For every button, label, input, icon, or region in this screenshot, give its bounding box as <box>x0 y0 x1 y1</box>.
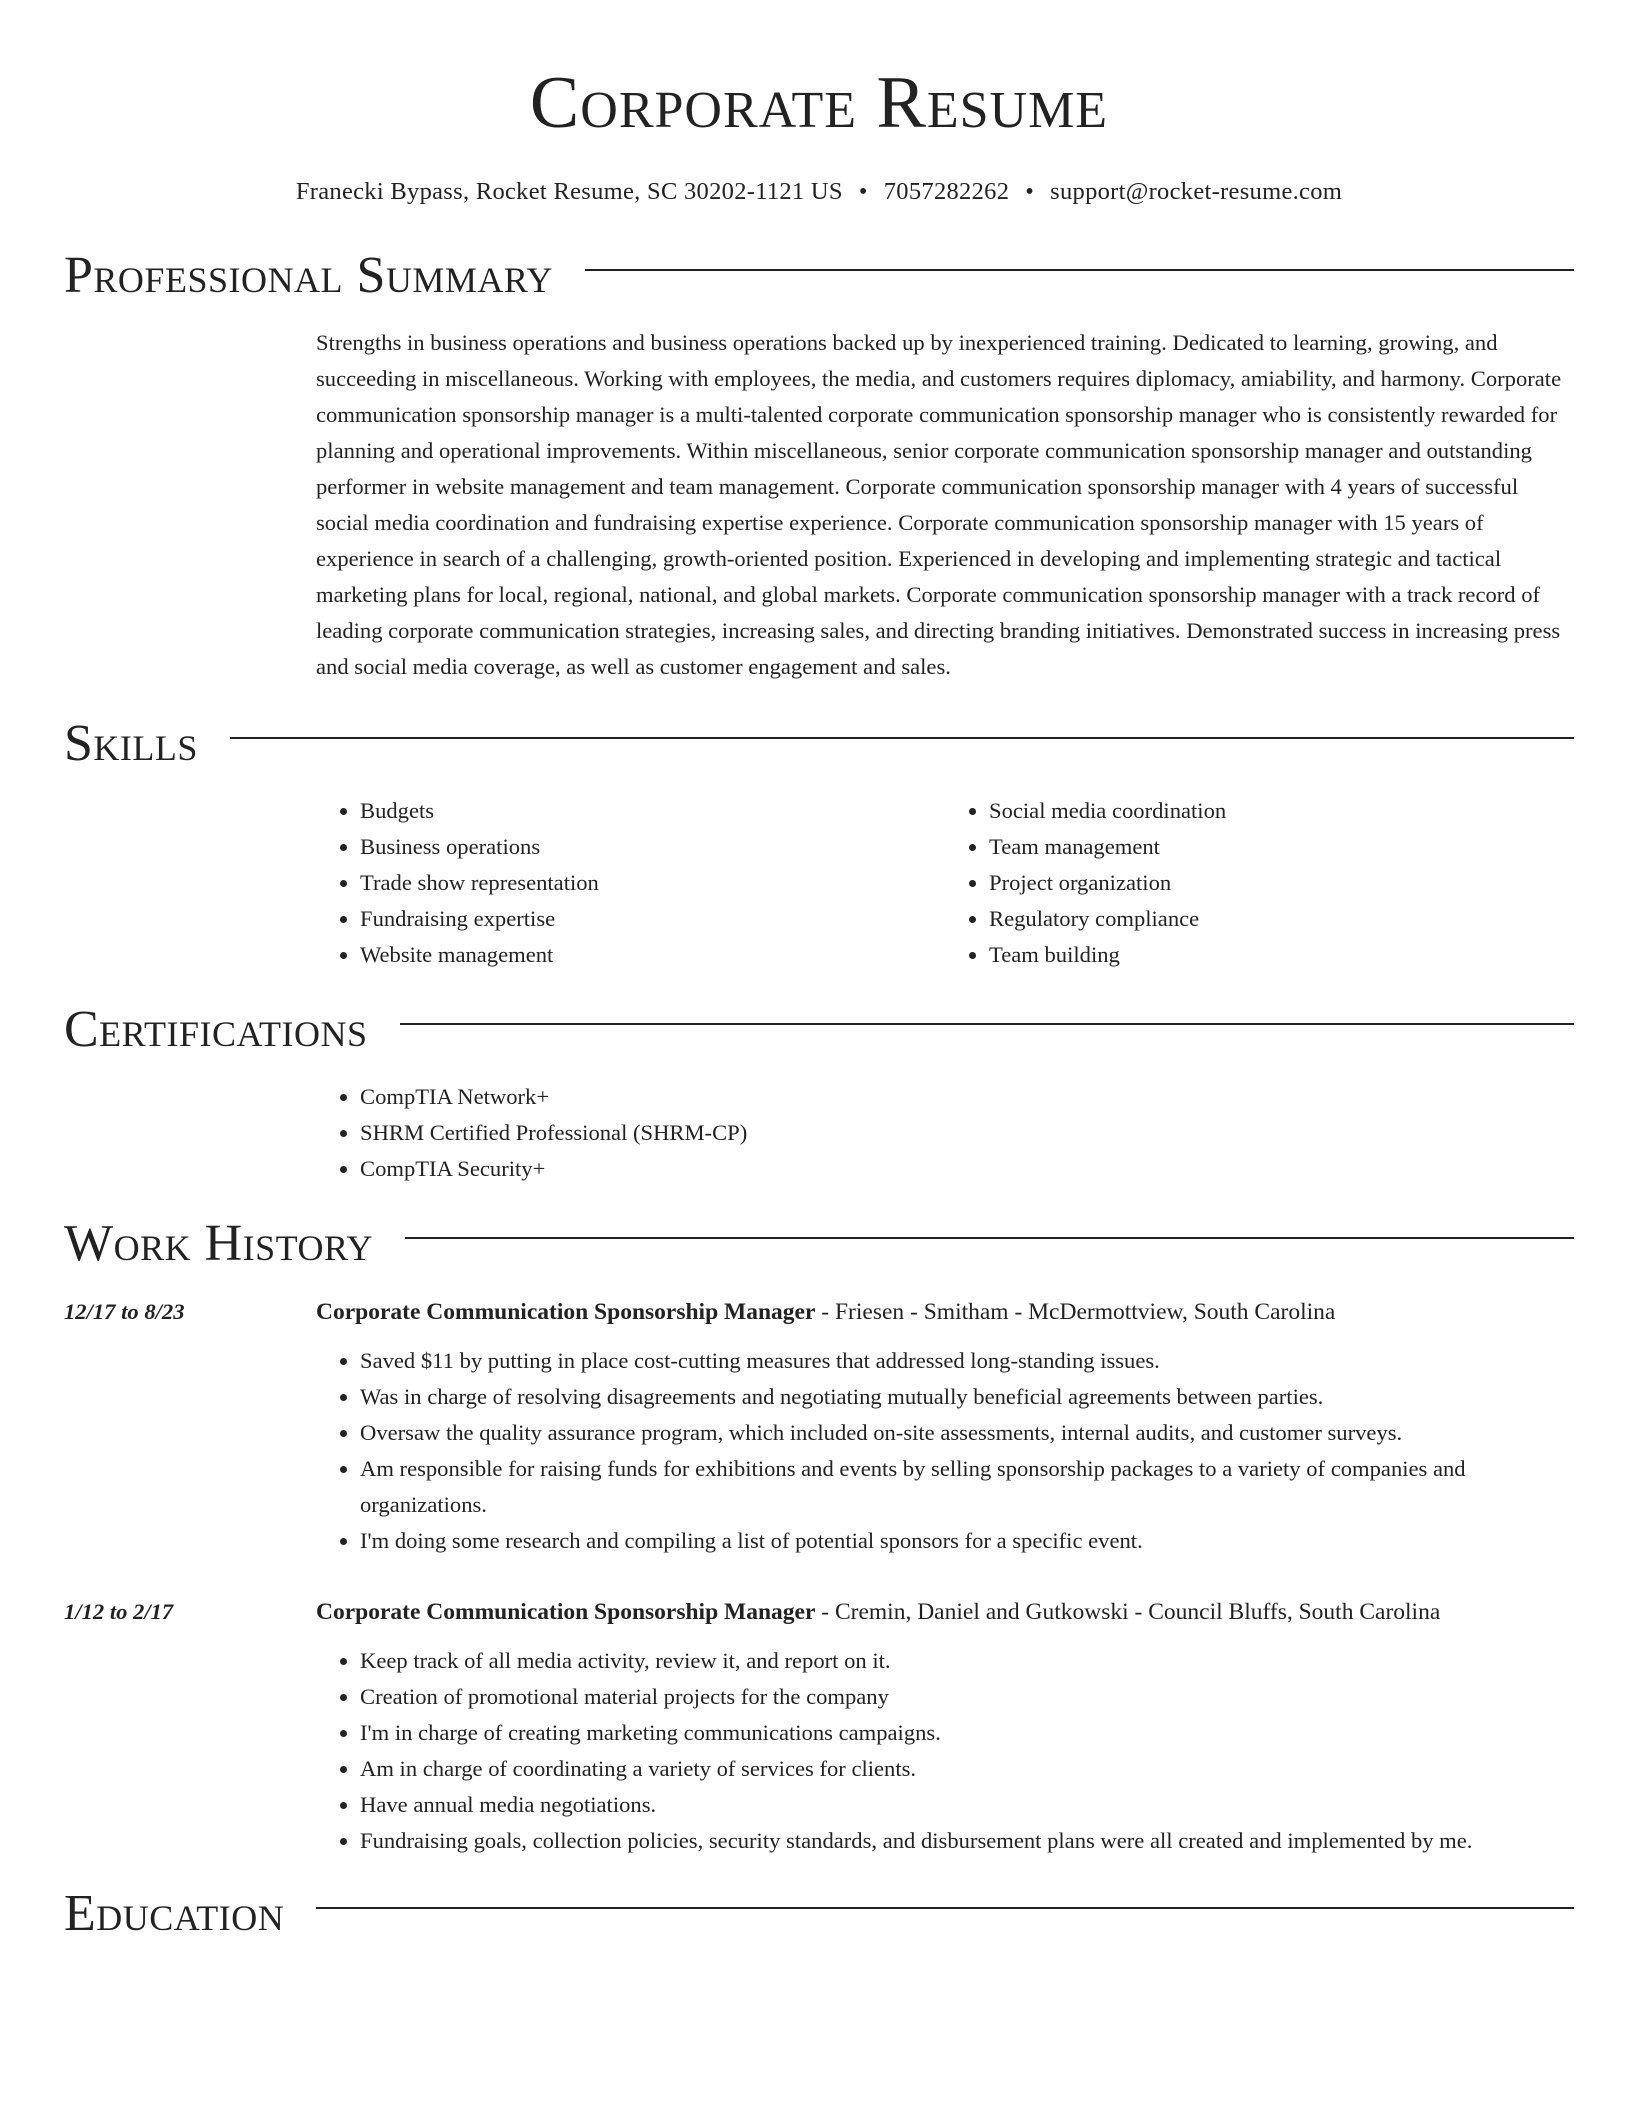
certifications-section <box>64 995 1574 1187</box>
job-role: Corporate Communication Sponsorship Manager <box>316 1299 816 1325</box>
job-bullets <box>316 1343 1574 1559</box>
education-header <box>64 1879 1574 1949</box>
list-item: • Team management <box>989 829 1574 865</box>
resume-page <box>64 0 1574 1949</box>
job-bullet-list <box>316 1343 1574 1559</box>
summary-section <box>64 241 1574 685</box>
list-item: • Fundraising expertise <box>360 901 945 937</box>
summary-header <box>64 241 1574 311</box>
list-item: • SHRM Certified Professional (SHRM-CP) <box>360 1115 1574 1151</box>
work-history-header <box>64 1209 1574 1279</box>
job-dates: 12/17 to 8/23 <box>64 1299 185 1324</box>
list-item: • Business operations <box>360 829 945 865</box>
address-text: Franecki Bypass, Rocket Resume, SC 30202-1121 US <box>295 178 843 205</box>
list-item: • Budgets <box>360 793 945 829</box>
list-item: • Was in charge of resolving disagreements and negotiating mutually beneficial agreements between parties. <box>360 1379 1574 1415</box>
section-divider <box>585 269 1574 271</box>
section-divider <box>400 1023 1574 1025</box>
bullet-separator: • <box>1025 178 1035 205</box>
skills-title: Skills <box>64 715 198 772</box>
education-section <box>64 1879 1574 1949</box>
section-divider <box>316 1907 1574 1909</box>
job-title-line <box>316 1593 1574 1631</box>
list-item: • Have annual media negotiations. <box>360 1787 1574 1823</box>
phone-text: 7057282262 <box>883 178 1010 205</box>
job-company: - Cremin, Daniel and Gutkowski - Council Bluffs, South Carolina <box>821 1599 1441 1625</box>
email-text: support@rocket-resume.com <box>1050 178 1343 205</box>
list-item: • Social media coordination <box>989 793 1574 829</box>
job-company: - Friesen - Smitham - McDermottview, South Carolina <box>821 1299 1336 1325</box>
skills-section <box>64 709 1574 973</box>
list-item: • Keep track of all media activity, review it, and report on it. <box>360 1643 1574 1679</box>
section-divider <box>405 1237 1574 1239</box>
list-item: • Team building <box>989 937 1574 973</box>
list-item: • Am in charge of coordinating a variety of services for clients. <box>360 1751 1574 1787</box>
job-entry <box>64 1593 1574 1859</box>
list-item: • Fundraising goals, collection policies, security standards, and disbursement plans were all created and implemented by me. <box>360 1823 1574 1859</box>
work-history-section <box>64 1209 1574 1859</box>
summary-body <box>316 325 1574 685</box>
job-header <box>64 1293 1574 1331</box>
skills-header <box>64 709 1574 779</box>
list-item: • CompTIA Network+ <box>360 1079 1574 1115</box>
certifications-title: Certifications <box>64 1001 368 1058</box>
contact-line <box>64 176 1574 208</box>
list-item: • Regulatory compliance <box>989 901 1574 937</box>
job-dates: 1/12 to 2/17 <box>64 1599 174 1624</box>
certifications-body <box>316 1079 1574 1187</box>
section-divider <box>230 737 1574 739</box>
job-bullet-list <box>316 1643 1574 1859</box>
skills-grid <box>316 793 1574 973</box>
resume-name: Corporate Resume <box>529 62 1109 144</box>
list-item: • I'm doing some research and compiling a list of potential sponsors for a specific event. <box>360 1523 1574 1559</box>
certifications-list <box>316 1079 1574 1187</box>
certifications-header <box>64 995 1574 1065</box>
list-item: • Creation of promotional material projects for the company <box>360 1679 1574 1715</box>
job-header <box>64 1593 1574 1631</box>
work-history-title: Work History <box>64 1215 374 1272</box>
summary-title: Professional Summary <box>64 247 553 304</box>
list-item: • Am responsible for raising funds for exhibitions and events by selling sponsorship packages to a variety of companies and organizations. <box>360 1451 1574 1523</box>
skills-list-right <box>945 793 1574 973</box>
job-title-line <box>316 1293 1574 1331</box>
job-entry <box>64 1293 1574 1559</box>
list-item: • Oversaw the quality assurance program, which included on-site assessments, internal audits, and customer surveys. <box>360 1415 1574 1451</box>
list-item: • I'm in charge of creating marketing communications campaigns. <box>360 1715 1574 1751</box>
list-item: • Trade show representation <box>360 865 945 901</box>
list-item: • CompTIA Security+ <box>360 1151 1574 1187</box>
education-title: Education <box>64 1885 285 1942</box>
job-bullets <box>316 1643 1574 1859</box>
bullet-separator: • <box>858 178 868 205</box>
job-role: Corporate Communication Sponsorship Manager <box>316 1599 816 1625</box>
list-item: • Project organization <box>989 865 1574 901</box>
list-item: • Website management <box>360 937 945 973</box>
list-item: • Saved $11 by putting in place cost-cutting measures that addressed long-standing issues. <box>360 1343 1574 1379</box>
skills-list-left <box>316 793 945 973</box>
summary-text: Strengths in business operations and business operations backed up by inexperienced training. Dedicated to learning, growing, and succeeding in miscellaneous. Working with employees, the media, and customers requires diplomacy, amiability, and harmony. Corporate communication sponsorship manager is a multi-talented corporate communication sponsorship manager who is consistently rewarded for planning and operational improvements. Within miscellaneous, senior corporate communication sponsorship manager and outstanding performer in website management and team management. Corporate communication sponsorship manager with 4 years of successful social media coordination and fundraising expertise experience. Corporate communication sponsorship manager with 15 years of experience in search of a challenging, growth-oriented position. Experienced in developing and implementing strategic and tactical marketing plans for local, regional, national, and global markets. Corporate communication sponsorship manager with a track record of leading corporate communication strategies, increasing sales, and directing branding initiatives. Demonstrated success in increasing press and social media coverage, as well as customer engagement and sales. <box>316 330 1562 679</box>
